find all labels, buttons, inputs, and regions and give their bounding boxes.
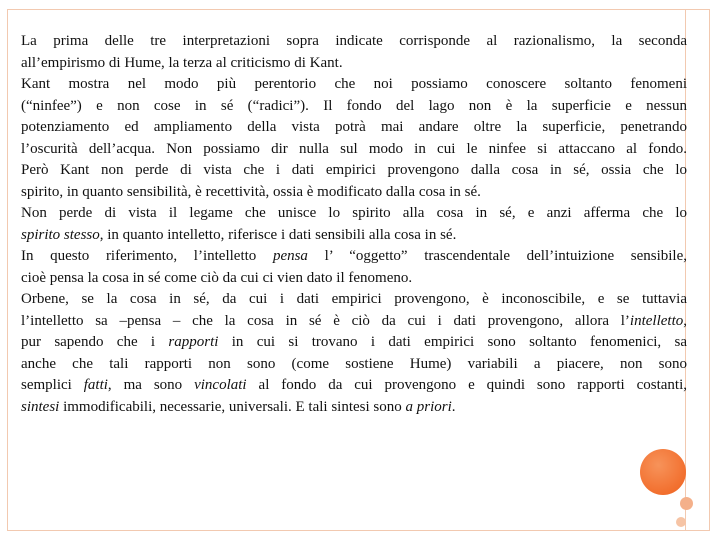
italic-term: pensa (272, 248, 308, 264)
text-line: Kant mostra nel modo più perentorio che noi possiamo conoscere soltanto fenomeni (21, 76, 687, 92)
text-segment: al fondo da cui provengono e quindi sono rapporti costanti, (246, 377, 687, 393)
text-line: all’empirismo di Hume, la terza al criticismo di Kant. (21, 54, 343, 71)
text-segment: , in quanto intelletto, riferisce i dati sensibili alla cosa in sé. (99, 226, 457, 243)
text-segment: In questo riferimento, l’intelletto (21, 248, 273, 264)
text-line: (“ninfee”) e non cose in sé (“radici”). Il fondo del lago non è la superficie e nessun (21, 97, 687, 114)
text-segment: in cui si trovano i dati empirici sono soltanto fenomenici, sa (218, 334, 687, 350)
italic-term: intelletto (629, 312, 684, 329)
text-segment: semplici (21, 377, 84, 393)
italic-term: fatti (83, 377, 108, 393)
decorative-circle-small-2 (676, 517, 686, 527)
text-segment: pur sapendo che i (21, 334, 169, 350)
text-line (21, 311, 687, 333)
text-segment: , (683, 312, 687, 329)
text-line (21, 332, 687, 354)
italic-term: vincolati (194, 377, 247, 393)
text-line: Orbene, se la cosa in sé, da cui i dati empirici provengono, è inconoscibile, e se tuttavia (21, 291, 687, 307)
text-segment: immodificabili, necessarie, universali. E tali sintesi sono (59, 398, 406, 415)
text-line: anche che tali rapporti non sono (come sostiene Hume) variabili a piacere, non sono (21, 355, 687, 372)
text-segment: l’intelletto sa –pensa – che la cosa in sé è ciò da cui i dati provengono, allora l’ (21, 312, 630, 329)
decorative-circle-large (640, 449, 686, 495)
text-line: l’oscurità dell’acqua. Non possiamo dir nulla sul modo in cui le ninfee si attaccano al fondo. (21, 140, 687, 157)
decorative-circle-small (680, 497, 693, 510)
text-line (21, 225, 687, 247)
text-line: cioè pensa la cosa in sé come ciò da cui ci vien dato il fenomeno. (21, 269, 413, 286)
text-line (21, 246, 687, 268)
italic-term: spirito stesso (21, 226, 100, 243)
text-segment: l’ “oggetto” trascendentale dell’intuizione sensibile, (307, 248, 687, 264)
text-line: Però Kant non perde di vista che i dati empirici provengono dalla cosa in sé, ossia che lo (21, 162, 687, 178)
text-line: spirito, in quanto sensibilità, è recettività, ossia è modificato dalla cosa in sé. (21, 183, 481, 200)
text-line (21, 397, 687, 419)
italic-term: a priori (405, 398, 452, 415)
italic-term: sintesi (21, 398, 60, 415)
text-line: potenziamento ed ampliamento della vista potrà mai andare oltre la superficie, penetrando (21, 119, 687, 135)
text-line: La prima delle tre interpretazioni sopra indicate corrisponde al razionalismo, la seconda (21, 33, 687, 49)
text-line: Non perde di vista il legame che unisce lo spirito alla cosa in sé, e anzi afferma che lo (21, 205, 687, 221)
slide-body-text (21, 31, 687, 418)
text-segment: , ma sono (107, 377, 195, 393)
italic-term: rapporti (168, 334, 219, 350)
text-line (21, 375, 687, 397)
text-segment: . (451, 398, 456, 415)
